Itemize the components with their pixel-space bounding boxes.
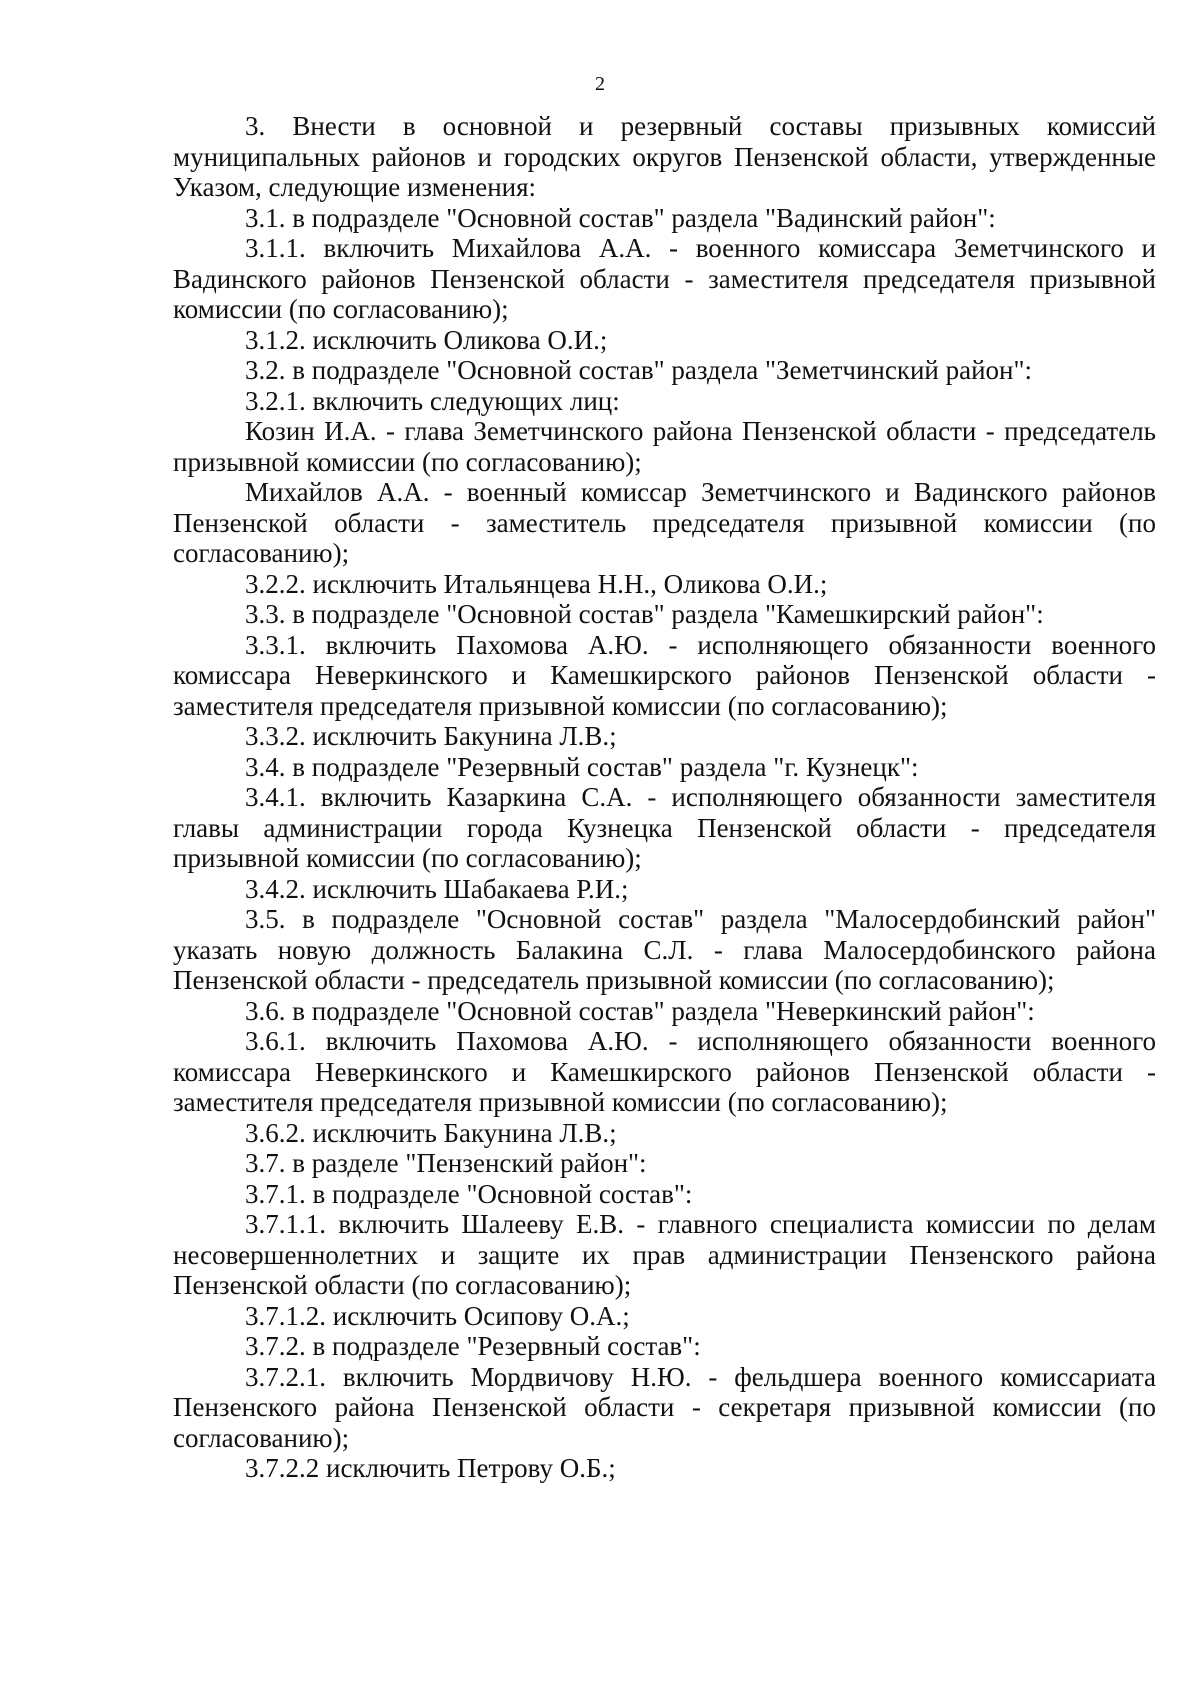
paragraph: 3.6.2. исключить Бакунина Л.В.; <box>245 1117 617 1148</box>
paragraph: 3.7.2.2 исключить Петрову О.Б.; <box>245 1453 616 1483</box>
paragraph: 3.7.1.2. исключить Осипову О.А.; <box>245 1300 630 1331</box>
paragraph: Козин И.А. - глава Земетчинского района Пензенской области - председатель призывной комиссии (по согласованию); <box>173 416 1156 477</box>
paragraph: 3.3.1. включить Пахомова А.Ю. - исполняющего обязанности военного комиссара Неверкинского и Камешкирского районов Пензенской области - заместителя председателя призывной комиссии (по согласованию); <box>173 629 1156 721</box>
paragraph: 3.7.1. в подразделе "Основной состав": <box>245 1178 693 1209</box>
paragraph: 3.1.2. исключить Оликова О.И.; <box>245 324 608 355</box>
paragraph: 3.7. в разделе "Пензенский район": <box>245 1148 647 1178</box>
paragraph: 3.4. в подразделе "Резервный состав" раздела "г. Кузнецк": <box>245 751 919 782</box>
paragraph: 3.6.1. включить Пахомова А.Ю. - исполняющего обязанности военного комиссара Неверкинского и Камешкирского районов Пензенской области - заместителя председателя призывной комиссии (по согласованию); <box>173 1026 1156 1117</box>
paragraph: 3.1.1. включить Михайлова А.А. - военного комиссара Земетчинского и Вадинского районов Пензенской области - заместителя председателя призывной комиссии (по согласованию); <box>173 233 1156 324</box>
paragraph: 3.2.1. включить следующих лиц: <box>245 385 620 416</box>
paragraph: 3.4.2. исключить Шабакаева Р.И.; <box>245 873 629 904</box>
document-body <box>173 111 1156 1484</box>
paragraph: 3.4.1. включить Казаркина С.А. - исполняющего обязанности заместителя главы администрации города Кузнецка Пензенской области - председателя призывной комиссии (по согласованию); <box>173 782 1156 873</box>
paragraph: 3.7.1.1. включить Шалееву Е.В. - главного специалиста комиссии по делам несовершеннолетних и защите их прав администрации Пензенского района Пензенской области (по согласованию); <box>173 1209 1156 1300</box>
paragraph: 3.3. в подразделе "Основной состав" раздела "Камешкирский район": <box>245 599 1044 629</box>
paragraph: 3.6. в подразделе "Основной состав" раздела "Неверкинский район": <box>245 995 1035 1026</box>
paragraph: 3. Внести в основной и резервный составы призывных комиссий муниципальных районов и городских округов Пензенской области, утвержденные Указом, следующие изменения: <box>173 111 1156 202</box>
paragraph: 3.5. в подразделе "Основной состав" раздела "Малосердобинский район" указать новую должность Балакина С.Л. - глава Малосердобинского района Пензенской области - председатель призывной комиссии (по согласованию); <box>173 904 1156 995</box>
paragraph: 3.7.2. в подразделе "Резервный состав": <box>245 1331 701 1361</box>
paragraph: Михайлов А.А. - военный комиссар Земетчинского и Вадинского районов Пензенской области - заместитель председателя призывной комиссии (по согласованию); <box>173 477 1156 568</box>
paragraph: 3.3.2. исключить Бакунина Л.В.; <box>245 721 617 751</box>
paragraph: 3.2. в подразделе "Основной состав" раздела "Земетчинский район": <box>245 355 1032 385</box>
paragraph: 3.2.2. исключить Итальянцева Н.Н., Оликова О.И.; <box>245 568 828 599</box>
paragraph: 3.1. в подразделе "Основной состав" раздела "Вадинский район": <box>245 202 996 233</box>
paragraph: 3.7.2.1. включить Мордвичову Н.Ю. - фельдшера военного комиссариата Пензенского района Пензенской области - секретаря призывной комиссии (по согласованию); <box>173 1361 1156 1453</box>
page-number: 2 <box>595 73 605 95</box>
